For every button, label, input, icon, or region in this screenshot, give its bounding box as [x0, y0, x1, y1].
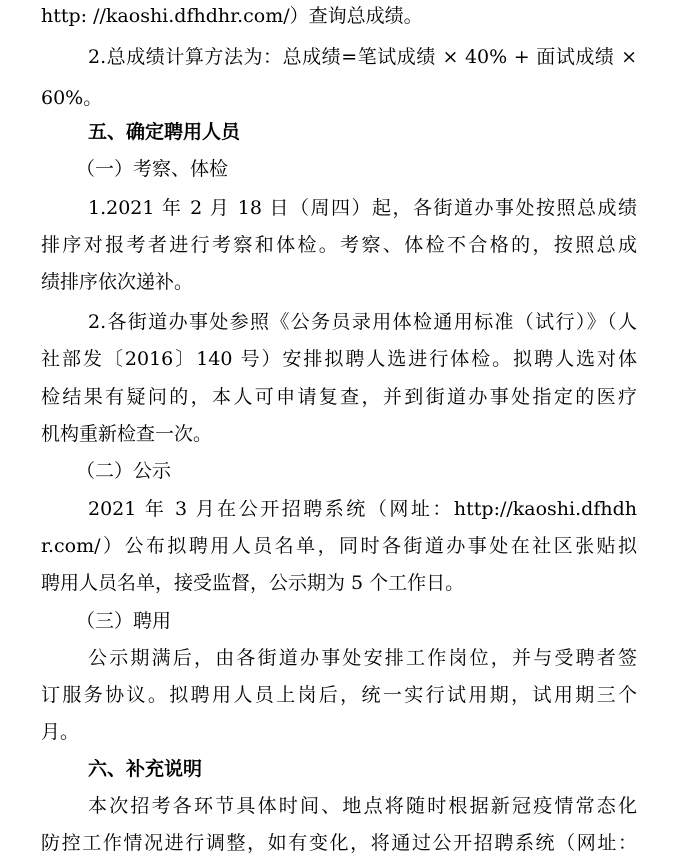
text-line: http: //kaoshi.dfhdhr.com/）查询总成绩。 — [41, 5, 423, 27]
text-line: 订服务协议。拟聘用人员上岗后，统一实行试用期，试用期三个 — [41, 684, 637, 706]
section-heading: 六、补充说明 — [88, 758, 203, 780]
text-line: 2021 年 3 月在公开招聘系统（网址：http://kaoshi.dfhdh — [88, 498, 637, 520]
section-heading: 五、确定聘用人员 — [88, 121, 241, 143]
subsection-heading: （三）聘用 — [76, 610, 172, 632]
text-line: 本次招考各环节具体时间、地点将随时根据新冠疫情常态化 — [88, 795, 637, 817]
text-line: 公示期满后，由各街道办事处安排工作岗位，并与受聘者签 — [88, 647, 637, 669]
text-line: 机构重新检查一次。 — [41, 423, 213, 445]
text-line: 60%。 — [41, 87, 103, 109]
text-line: 聘用人员名单，接受监督，公示期为 5 个工作日。 — [41, 572, 465, 594]
text-line: 2.总成绩计算方法为：总成绩=笔试成绩 × 40% + 面试成绩 × — [88, 46, 637, 68]
text-line: 检结果有疑问的，本人可申请复查，并到街道办事处指定的医疗 — [41, 386, 637, 408]
text-line: 1.2021 年 2 月 18 日（周四）起，各街道办事处按照总成绩 — [88, 197, 637, 219]
text-line: 社部发〔2016〕140 号）安排拟聘人选进行体检。拟聘人选对体 — [41, 348, 637, 370]
text-line: r.com/）公布拟聘用人员名单，同时各街道办事处在社区张贴拟 — [41, 535, 637, 557]
subsection-heading: （一）考察、体检 — [76, 158, 229, 180]
text-line: 排序对报考者进行考察和体检。考察、体检不合格的，按照总成 — [41, 234, 637, 256]
text-line: 防控工作情况进行调整，如有变化，将通过公开招聘系统（网址： — [41, 832, 637, 854]
text-line: 绩排序依次递补。 — [41, 271, 194, 293]
subsection-heading: （二）公示 — [76, 460, 172, 482]
text-line: 2.各街道办事处参照《公务员录用体检通用标准（试行）》（人 — [88, 311, 637, 333]
text-line: 月。 — [41, 721, 80, 743]
